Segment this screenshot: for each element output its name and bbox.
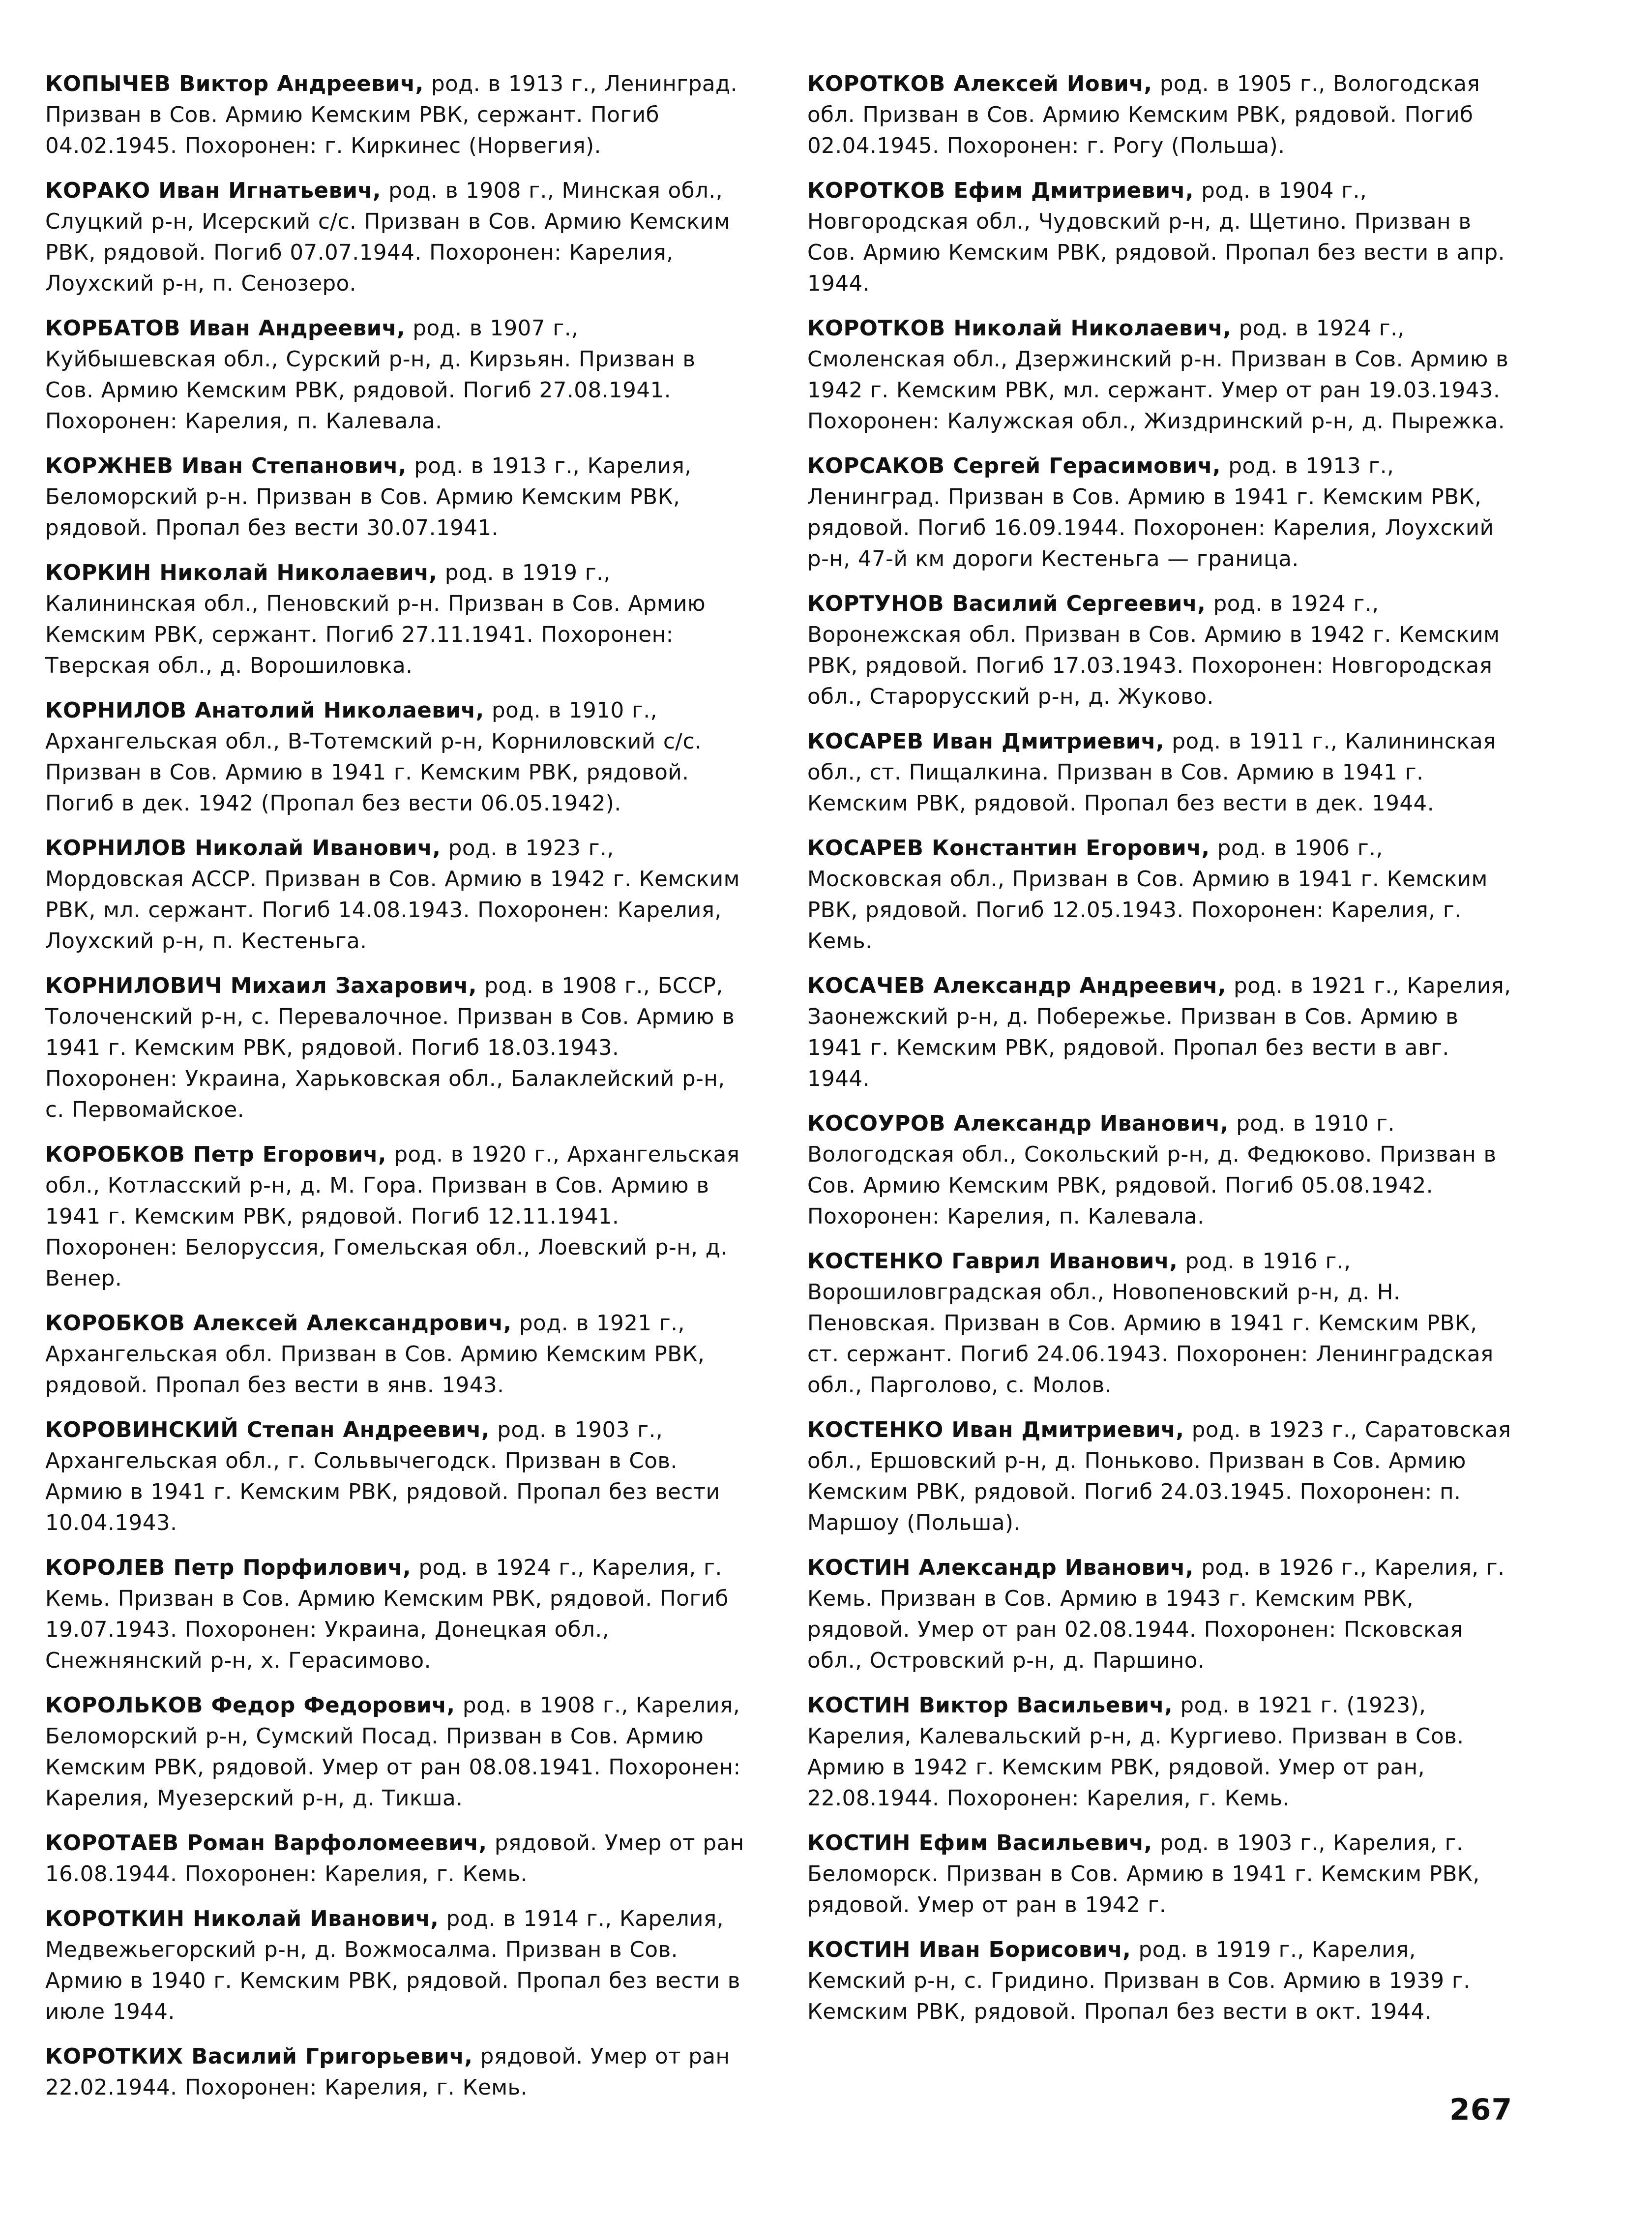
entry-details: род. в 1926 г., Карелия, г. Кемь. Призван в Сов. Армию в 1943 г. Кемским РВК, рядовой. Умер от ран 02.08.1944. Похоронен: Псковская обл., Островский р-н, д. Паршино.	[807, 1556, 1505, 1673]
entry-details: род. в 1913 г., Ленинград. Призван в Сов. Армию в 1941 г. Кемским РВК, рядовой. Погиб 16.09.1944. Похоронен: Карелия, Лоухский р-н, 47-й км дороги Кестеньга — граница.	[807, 454, 1494, 571]
entry-name: КОСОУРОВ Александр Иванович,	[807, 1111, 1229, 1136]
entry-details: род. в 1907 г., Куйбышевская обл., Сурский р-н, д. Кирзьян. Призван в Сов. Армию Кемским РВК, рядовой. Погиб 27.08.1941. Похоронен: Карелия, п. Калевала.	[45, 316, 696, 434]
entry-name: КОРНИЛОВ Анатолий Николаевич,	[45, 698, 484, 723]
entry-details: род. в 1913 г., Ленинград. Призван в Сов. Армию Кемским РВК, сержант. Погиб 04.02.1945. Похоронен: г. Киркинес (Норвегия).	[45, 72, 738, 158]
memorial-entry	[45, 451, 751, 544]
memorial-entry	[45, 313, 751, 437]
entry-details: род. в 1913 г., Карелия, Беломорский р-н. Призван в Сов. Армию Кемским РВК, рядовой. Пропал без вести 30.07.1941.	[45, 454, 692, 540]
entry-details: род. в 1905 г., Вологодская обл. Призван в Сов. Армию Кемским РВК, рядовой. Погиб 02.04.1945. Похоронен: г. Рогу (Польша).	[807, 72, 1480, 158]
memorial-entry	[807, 589, 1513, 713]
entry-name: КОРСАКОВ Сергей Герасимович,	[807, 454, 1221, 479]
entry-name: КОРКИН Николай Николаевич,	[45, 561, 438, 585]
entry-name: КОРАКО Иван Игнатьевич,	[45, 179, 381, 203]
memorial-entry	[45, 1828, 751, 1890]
memorial-entry	[807, 176, 1513, 300]
memorial-entry	[807, 833, 1513, 957]
memorial-entry	[45, 695, 751, 819]
entry-name: КОПЫЧЕВ Виктор Андреевич,	[45, 72, 424, 96]
memorial-entry	[45, 558, 751, 682]
entry-name: КОСАРЕВ Иван Дмитриевич,	[807, 729, 1165, 754]
memorial-entry	[807, 1415, 1513, 1539]
entry-name: КОСТЕНКО Иван Дмитриевич,	[807, 1418, 1184, 1442]
memorial-entry	[807, 1246, 1513, 1401]
entry-name: КОСАЧЕВ Александр Андреевич,	[807, 974, 1226, 998]
entry-details: род. в 1914 г., Карелия, Медвежьегорский р-н, д. Вожмосалма. Призван в Сов. Армию в 1940 г. Кемским РВК, рядовой. Пропал без вести в июле 1944.	[45, 1907, 740, 2024]
memorial-entry	[45, 1553, 751, 1677]
entry-name: КОРНИЛОВ Николай Иванович,	[45, 836, 441, 861]
memorial-entry	[45, 176, 751, 300]
left-column	[45, 69, 751, 2117]
entry-details: род. в 1921 г. (1923), Карелия, Калевальский р-н, д. Кургиево. Призван в Сов. Армию в 1942 г. Кемским РВК, рядовой. Умер от ран, 22.08.1944. Похоронен: Карелия, г. Кемь.	[807, 1693, 1464, 1811]
entry-name: КОСТИН Александр Иванович,	[807, 1556, 1194, 1580]
entry-details: род. в 1921 г., Карелия, Заонежский р-н, д. Побережье. Призван в Сов. Армию в 1941 г. Кемским РВК, рядовой. Пропал без вести в авг. 1944.	[807, 974, 1511, 1091]
memorial-entry	[45, 833, 751, 957]
entry-details: род. в 1923 г., Саратовская обл., Ершовский р-н, д. Поньково. Призван в Сов. Армию Кемским РВК, рядовой. Погиб 24.03.1945. Похоронен: п. Маршоу (Польша).	[807, 1418, 1511, 1535]
entry-details: род. в 1919 г., Калининская обл., Пеновский р-н. Призван в Сов. Армию Кемским РВК, сержант. Погиб 27.11.1941. Похоронен: Тверская обл., д. Ворошиловка.	[45, 561, 706, 678]
memorial-entry	[45, 1690, 751, 1814]
entry-name: КОРОТКИН Николай Иванович,	[45, 1907, 439, 1931]
entry-details: род. в 1903 г., Карелия, г. Беломорск. Призван в Сов. Армию в 1941 г. Кемским РВК, рядовой. Умер от ран в 1942 г.	[807, 1831, 1480, 1918]
memorial-entry	[807, 451, 1513, 575]
entry-details: род. в 1906 г., Московская обл., Призван в Сов. Армию в 1941 г. Кемским РВК, рядовой. Погиб 12.05.1943. Похоронен: Карелия, г. Кемь.	[807, 836, 1488, 954]
entry-name: КОРОТКОВ Николай Николаевич,	[807, 316, 1232, 341]
entry-details: род. в 1919 г., Карелия, Кемский р-н, с. Гридино. Призван в Сов. Армию в 1939 г. Кемским РВК, рядовой. Пропал без вести в окт. 1944.	[807, 1938, 1471, 2024]
entry-details: род. в 1910 г. Вологодская обл., Сокольский р-н, д. Федюково. Призван в Сов. Армию Кемским РВК, рядовой. Погиб 05.08.1942. Похоронен: Карелия, п. Калевала.	[807, 1111, 1497, 1229]
entry-details: род. в 1924 г., Смоленская обл., Дзержинский р-н. Призван в Сов. Армию в 1942 г. Кемским РВК, мл. сержант. Умер от ран 19.03.1943. Похоронен: Калужская обл., Жиздринский р-н, д. Пырежка.	[807, 316, 1509, 434]
memorial-entry	[807, 69, 1513, 162]
entry-name: КОРОБКОВ Алексей Александрович,	[45, 1311, 512, 1336]
entry-name: КОРТУНОВ Василий Сергеевич,	[807, 592, 1206, 616]
entry-name: КОРОТАЕВ Роман Варфоломеевич,	[45, 1831, 487, 1856]
entry-details: род. в 1924 г., Карелия, г. Кемь. Призван в Сов. Армию Кемским РВК, рядовой. Погиб 19.07.1943. Похоронен: Украина, Донецкая обл., Снежнянский р-н, х. Герасимово.	[45, 1556, 729, 1673]
entry-name: КОСАРЕВ Константин Егорович,	[807, 836, 1210, 861]
entry-name: КОРБАТОВ Иван Андреевич,	[45, 316, 406, 341]
entry-details: род. в 1921 г., Архангельская обл. Призван в Сов. Армию Кемским РВК, рядовой. Пропал без вести в янв. 1943.	[45, 1311, 705, 1398]
memorial-entry	[807, 1690, 1513, 1814]
entry-name: КОРНИЛОВИЧ Михаил Захарович,	[45, 974, 477, 998]
entry-details: род. в 1911 г., Калининская обл., ст. Пищалкина. Призван в Сов. Армию в 1941 г. Кемским РВК, рядовой. Пропал без вести в дек. 1944.	[807, 729, 1496, 816]
memorial-entry	[807, 971, 1513, 1095]
memorial-entry	[807, 1935, 1513, 2028]
memorial-entry	[45, 2041, 751, 2103]
entry-details: род. в 1908 г., БССР, Толоченский р-н, с. Перевалочное. Призван в Сов. Армию в 1941 г. Кемским РВК, рядовой. Погиб 18.03.1943. Похоронен: Украина, Харьковская обл., Балаклейский р-н, с. Первомайское.	[45, 974, 735, 1122]
memorial-entry	[45, 1904, 751, 2028]
page-number: 267	[1449, 2093, 1513, 2127]
memorial-entry	[45, 69, 751, 162]
entry-details: род. в 1904 г., Новгородская обл., Чудовский р-н, д. Щетино. Призван в Сов. Армию Кемским РВК, рядовой. Пропал без вести в апр. 1944.	[807, 179, 1505, 296]
entry-name: КОРОТКОВ Ефим Дмитриевич,	[807, 179, 1194, 203]
entry-details: род. в 1908 г., Минская обл., Слуцкий р-н, Исерский с/с. Призван в Сов. Армию Кемским РВК, рядовой. Погиб 07.07.1944. Похоронен: Карелия, Лоухский р-н, п. Сенозеро.	[45, 179, 731, 296]
entry-details: род. в 1923 г., Мордовская АССР. Призван в Сов. Армию в 1942 г. Кемским РВК, мл. сержант. Погиб 14.08.1943. Похоронен: Карелия, Лоухский р-н, п. Кестеньга.	[45, 836, 740, 954]
entry-name: КОРОТКИХ Василий Григорьевич,	[45, 2044, 473, 2069]
entry-details: род. в 1910 г., Архангельская обл., В-Тотемский р-н, Корниловский с/с. Призван в Сов. Армию в 1941 г. Кемским РВК, рядовой. Погиб в дек. 1942 (Пропал без вести 06.05.1942).	[45, 698, 702, 816]
entry-details: род. в 1903 г., Архангельская обл., г. Сольвычегодск. Призван в Сов. Армию в 1941 г. Кемским РВК, рядовой. Пропал без вести 10.04.1943.	[45, 1418, 720, 1535]
entry-details: род. в 1916 г., Ворошиловградская обл., Новопеновский р-н, д. Н. Пеновская. Призван в Сов. Армию в 1941 г. Кемским РВК, ст. сержант. Погиб 24.06.1943. Похоронен: Ленинградская обл., Парголово, с. Молов.	[807, 1249, 1494, 1398]
memorial-entry	[45, 1139, 751, 1294]
entry-name: КОСТЕНКО Гаврил Иванович,	[807, 1249, 1178, 1274]
memorial-entry	[45, 1308, 751, 1401]
entry-name: КОСТИН Виктор Васильевич,	[807, 1693, 1173, 1718]
memorial-entry	[45, 1415, 751, 1539]
memorial-entry	[807, 1109, 1513, 1232]
entry-name: КОСТИН Ефим Васильевич,	[807, 1831, 1152, 1856]
entry-details: род. в 1920 г., Архангельская обл., Котласский р-н, д. М. Гора. Призван в Сов. Армию в 1941 г. Кемским РВК, рядовой. Погиб 12.11.1941. Похоронен: Белоруссия, Гомельская обл., Лоевский р-н, д. Венер.	[45, 1142, 740, 1291]
entry-details: рядовой. Умер от ран 16.08.1944. Похоронен: Карелия, г. Кемь.	[45, 1831, 744, 1887]
memorial-entry	[807, 1553, 1513, 1677]
entry-name: КОРОВИНСКИЙ Степан Андреевич,	[45, 1418, 490, 1442]
entry-details: род. в 1924 г., Воронежская обл. Призван в Сов. Армию в 1942 г. Кемским РВК, рядовой. Погиб 17.03.1943. Похоронен: Новгородская обл., Старорусский р-н, д. Жуково.	[807, 592, 1500, 709]
entry-name: КОРЖНЕВ Иван Степанович,	[45, 454, 407, 479]
right-column	[807, 69, 1513, 2041]
entry-name: КОСТИН Иван Борисович,	[807, 1938, 1131, 1962]
memorial-entry	[807, 313, 1513, 437]
memorial-entry	[807, 1828, 1513, 1921]
memorial-entry	[807, 726, 1513, 819]
entry-details: рядовой. Умер от ран 22.02.1944. Похоронен: Карелия, г. Кемь.	[45, 2044, 730, 2100]
entry-name: КОРОБКОВ Петр Егорович,	[45, 1142, 387, 1167]
memorial-entry	[45, 971, 751, 1126]
entry-details: род. в 1908 г., Карелия, Беломорский р-н, Сумский Посад. Призван в Сов. Армию Кемским РВК, рядовой. Умер от ран 08.08.1941. Похоронен: Карелия, Муезерский р-н, д. Тикша.	[45, 1693, 741, 1811]
entry-name: КОРОЛЬКОВ Федор Федорович,	[45, 1693, 455, 1718]
entry-name: КОРОТКОВ Алексей Иович,	[807, 72, 1152, 96]
entry-name: КОРОЛЕВ Петр Порфилович,	[45, 1556, 412, 1580]
